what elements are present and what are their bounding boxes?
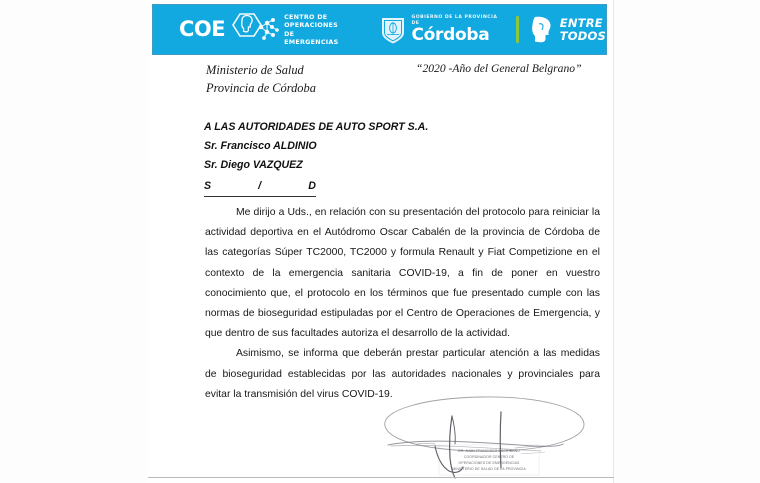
coe-subtitle-line-3: EMERGENCIAS <box>284 37 339 46</box>
body-paragraph-2: Asimismo, se informa que deberán prestar particular atención a las medidas de bioseguridad establecidas por las autoridades nacionales y provinciales para evitar la transmisión del virus COVID-19. <box>205 348 600 400</box>
banner-divider <box>516 16 519 43</box>
addressee-organization: A LAS AUTORIDADES DE AUTO SPORT S.A. <box>204 121 429 133</box>
ministry-line-2: Provincia de Córdoba <box>206 80 316 95</box>
ministry-line-1: Ministerio de Salud <box>206 63 304 77</box>
campaign-line-2: TODOS <box>559 28 606 43</box>
page-bottom-rule <box>148 477 614 478</box>
coe-logo <box>179 10 344 50</box>
hexagon-head-virus-icon <box>226 10 280 50</box>
letter-body <box>205 203 600 405</box>
addressee-salutation: S / D <box>204 177 316 198</box>
head-silhouette-icon <box>530 15 554 44</box>
addressee-person-2: Sr. Diego VAZQUEZ <box>204 158 303 171</box>
official-stamp <box>441 448 537 472</box>
government-logo <box>380 15 502 45</box>
stamp-line-4: MINISTERIO DE SALUD DE LA PROVINCIA <box>452 467 526 472</box>
year-motto: “2020 -Año del General Belgrano” <box>416 62 582 75</box>
stamp-line-1: DR. JUAN FRANCISCO ESCRIBANO <box>457 449 521 453</box>
government-name: Córdoba <box>411 24 490 45</box>
coe-subtitle <box>284 13 344 47</box>
body-paragraph-1: Me dirijo a Uds., en relación con su presentación del protocolo para reiniciar la actividad deportiva en el Autódromo Oscar Cabalén de la provincia de Córdoba de las categorías Súper TC2000, TC2000 y formula Renault y Fiat Competizione en el contexto de la emergencia sanitaria COVID-19, a fin de poner en vuestro conocimiento que, el protocolo en los términos que fue presentado cumple con las normas de bioseguridad estipuladas por el Centro de Operaciones de Emergencia, y que dentro de sus facultades autoriza el desarrollo de la actividad. <box>205 207 600 340</box>
ministry-block <box>206 62 316 97</box>
signature-block <box>355 388 605 483</box>
addressee-person-1: Sr. Francisco ALDINIO <box>204 139 317 152</box>
coe-subtitle-line-1: CENTRO DE <box>284 12 328 21</box>
government-overline: GOBIERNO DE LA PROVINCIA DE <box>411 15 498 26</box>
campaign-logo <box>530 15 606 44</box>
addressee-block <box>204 118 604 197</box>
coe-acronym: COE <box>179 17 226 41</box>
letterhead <box>148 62 614 102</box>
coe-subtitle-line-2: OPERACIONES DE <box>284 21 339 38</box>
stamp-line-2: COORDINADOR CENTRO DE <box>463 455 515 460</box>
cordoba-coat-of-arms-icon <box>380 15 406 45</box>
institutional-banner <box>152 4 607 55</box>
campaign-line-1: ENTRE <box>559 15 603 30</box>
stamp-line-3: OPERACIONES DE EMERGENCIAS <box>458 461 520 466</box>
